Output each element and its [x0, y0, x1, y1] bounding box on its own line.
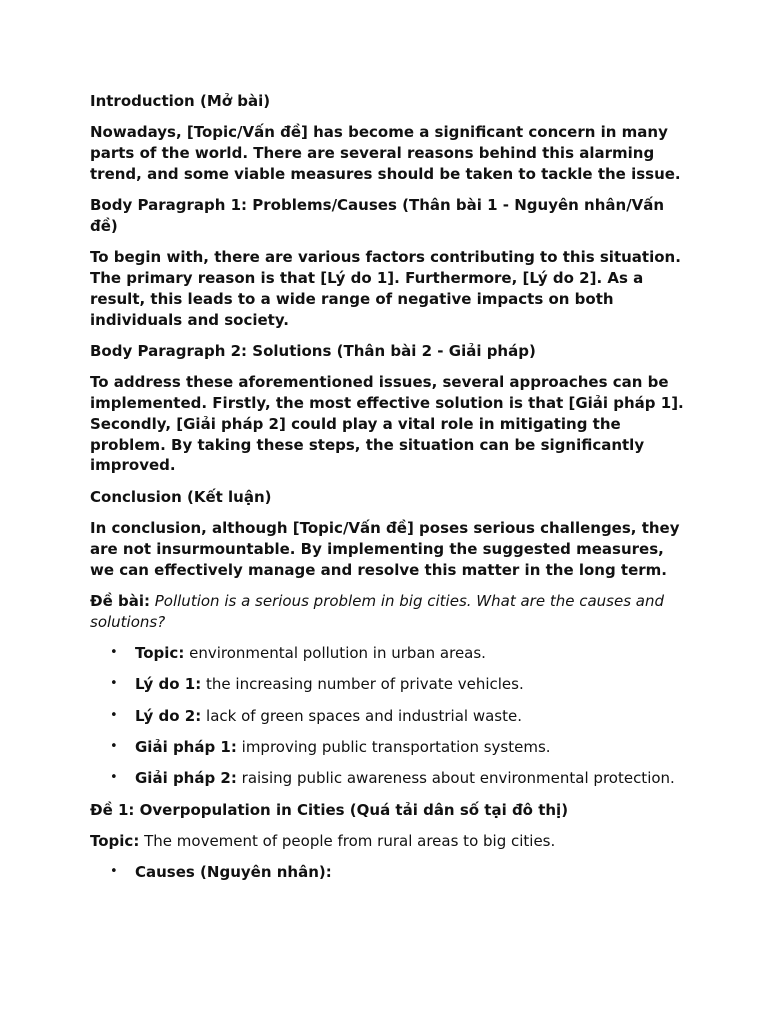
body1-heading: Body Paragraph 1: Problems/Causes (Thân bài 1 - Nguyên nhân/Vấn đề) [90, 196, 665, 235]
list-item-text: lack of green spaces and industrial waste. [206, 706, 522, 725]
body1-paragraph: To begin with, there are various factors contributing to this situation. The primary reason is that [Lý do 1]. Furthermore, [Lý do 2]. As a result, this leads to a wide range of negative impacts on both individuals and society. [90, 248, 681, 329]
document-page [90, 91, 690, 893]
topic1-list [90, 862, 690, 883]
list-item [110, 643, 690, 664]
conclusion-heading: Conclusion (Kết luận) [90, 487, 272, 506]
list-item [110, 737, 690, 758]
topic1-topic-label: Topic: [90, 831, 140, 850]
topic1-topic-text: The movement of people from rural areas to big cities. [144, 831, 556, 850]
list-item-label: Lý do 1: [135, 675, 202, 694]
list-item [110, 706, 690, 727]
causes-label: Causes (Nguyên nhân): [135, 863, 332, 882]
topic1-topic-line [90, 831, 690, 852]
list-item-text: environmental pollution in urban areas. [189, 644, 486, 663]
list-item-label: Lý do 2: [135, 706, 202, 725]
bullet-icon: • [110, 738, 118, 754]
body2-paragraph: To address these aforementioned issues, several approaches can be implemented. Firstly, the most effective solution is that [Giải pháp 1]. Secondly, [Giải pháp 2] could play a vital role in mitigating the problem. By taking these steps, the situation can be significantly improved. [90, 373, 684, 475]
bullet-icon: • [110, 864, 118, 880]
bullet-icon: • [110, 770, 118, 786]
list-item-text: raising public awareness about environmental protection. [241, 769, 675, 788]
body2-heading: Body Paragraph 2: Solutions (Thân bài 2 - Giải pháp) [90, 341, 536, 360]
bullet-icon: • [110, 676, 118, 692]
list-item [110, 768, 690, 789]
intro-heading: Introduction (Mở bài) [90, 92, 271, 110]
bullet-icon: • [110, 707, 118, 723]
list-item-text: the increasing number of private vehicles. [206, 675, 524, 694]
list-item-label: Giải pháp 1: [135, 737, 237, 756]
essay-prompt [90, 591, 690, 633]
example-list [90, 643, 690, 789]
bullet-icon: • [110, 645, 118, 661]
prompt-text: Pollution is a serious problem in big cities. What are the causes and solutions? [90, 591, 665, 631]
topic1-heading: Đề 1: Overpopulation in Cities (Quá tải dân số tại đô thị) [90, 800, 569, 819]
list-item [110, 674, 690, 695]
list-item-text: improving public transportation systems. [241, 737, 551, 756]
list-item-label: Topic: [135, 644, 185, 663]
intro-paragraph: Nowadays, [Topic/Vấn đề] has become a significant concern in many parts of the world. There are several reasons behind this alarming trend, and some viable measures should be taken to tackle the issue. [90, 123, 681, 183]
list-item-label: Giải pháp 2: [135, 769, 237, 788]
list-item [110, 862, 690, 883]
prompt-label: Đề bài: [90, 591, 150, 610]
conclusion-paragraph: In conclusion, although [Topic/Vấn đề] poses serious challenges, they are not insurmountable. By implementing the suggested measures, we can effectively manage and resolve this matter in the long term. [90, 519, 680, 579]
